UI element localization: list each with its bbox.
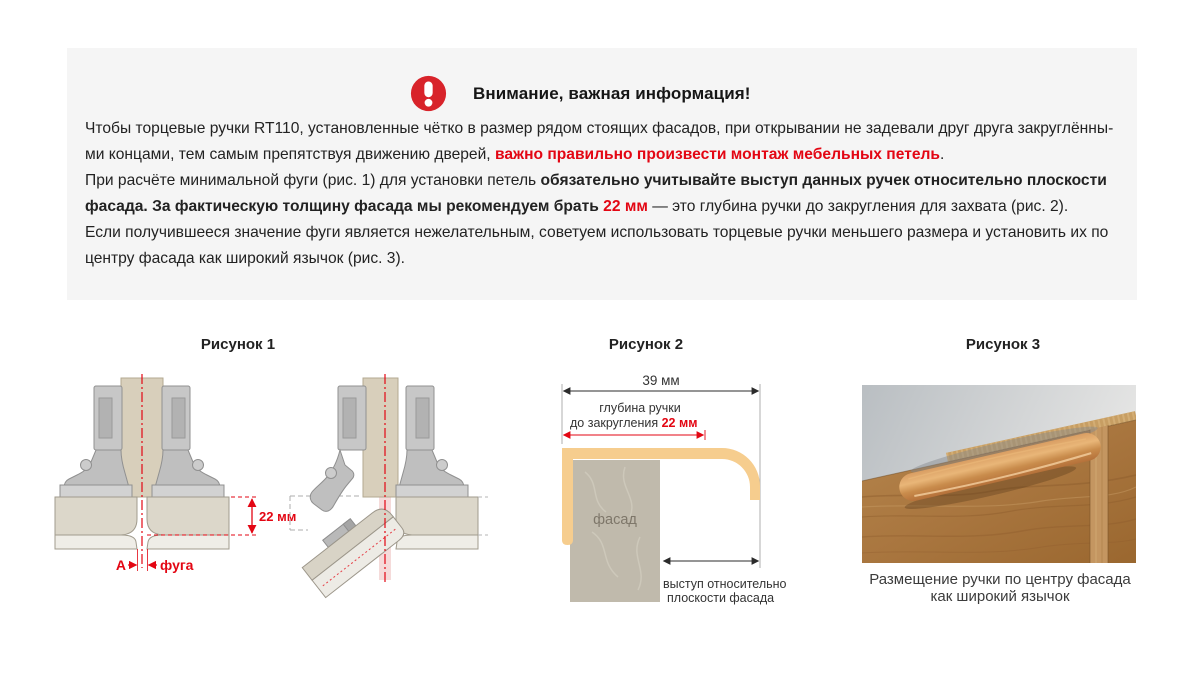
figure2-diagram (530, 372, 830, 622)
notice-text-line: центру фасада как широкий язычок (рис. 3). (85, 250, 406, 267)
notice-panel (67, 48, 1137, 300)
figure3-caption-line2: как широкий язычок (930, 588, 1070, 605)
left-hinge-open (310, 386, 366, 511)
left-hinge (60, 386, 132, 497)
notice-header (410, 75, 751, 112)
notice-text-line: Если получившееся значение фуги является нежелательным, советуем использовать торцевые ручки меньшего размера и установить их по (85, 224, 1109, 241)
figure3-caption (845, 571, 1155, 605)
notice-title: Внимание, важная информация! (473, 83, 751, 103)
depth-caption-line2: до закругления 22 мм (570, 416, 698, 430)
facade-panel (570, 460, 660, 602)
figure1-title: Рисунок 1 (200, 336, 276, 353)
facade-label: фасад (593, 512, 637, 528)
dimension-39mm-label: 39 мм (642, 373, 680, 388)
protrusion-label-line2: плоскости фасада (667, 591, 775, 605)
dimension-22mm-label: 22 мм (259, 509, 297, 524)
fig1-closed-doors (55, 374, 296, 573)
figure3-title: Рисунок 3 (965, 336, 1041, 353)
right-door (396, 497, 478, 549)
left-door (55, 497, 137, 549)
figure3-caption-line1: Размещение ручки по центру фасада (869, 571, 1131, 588)
right-hinge (396, 386, 468, 497)
fig1-open-door (290, 374, 488, 598)
extension-dashes (478, 497, 488, 535)
figure2-title: Рисунок 2 (608, 336, 684, 353)
exclamation-warning-icon (410, 75, 447, 112)
right-door (147, 497, 229, 549)
cabinet-divider (363, 378, 398, 497)
notice-text-line: Чтобы торцевые ручки RT110, установленные чётко в размер рядом стоящих фасадов, при открывании не задевали друг друга закруглённы- (85, 120, 1114, 137)
gap-fuga-label: фуга (160, 557, 194, 573)
right-hinge (152, 386, 224, 497)
figure3-photo (862, 385, 1136, 563)
protrusion-label-line1: выступ относительно (663, 577, 787, 591)
depth-caption-line1: глубина ручки (599, 401, 681, 415)
notice-text (85, 116, 1125, 272)
notice-text-line: При расчёте минимальной фуги (рис. 1) для установки петель обязательно учитывайте выступ данных ручек относительно плоскости (85, 172, 1107, 189)
notice-text-line: ми концами, тем самым препятствуя движению дверей, важно правильно произвести монтаж мебельных петель. (85, 146, 945, 163)
figure1-diagram (50, 370, 490, 600)
gap-letter-label: А (115, 557, 126, 573)
notice-text-line: фасада. За фактическую толщину фасада мы рекомендуем брать 22 мм — это глубина ручки до закругления для захвата (рис. 2). (85, 198, 1069, 215)
